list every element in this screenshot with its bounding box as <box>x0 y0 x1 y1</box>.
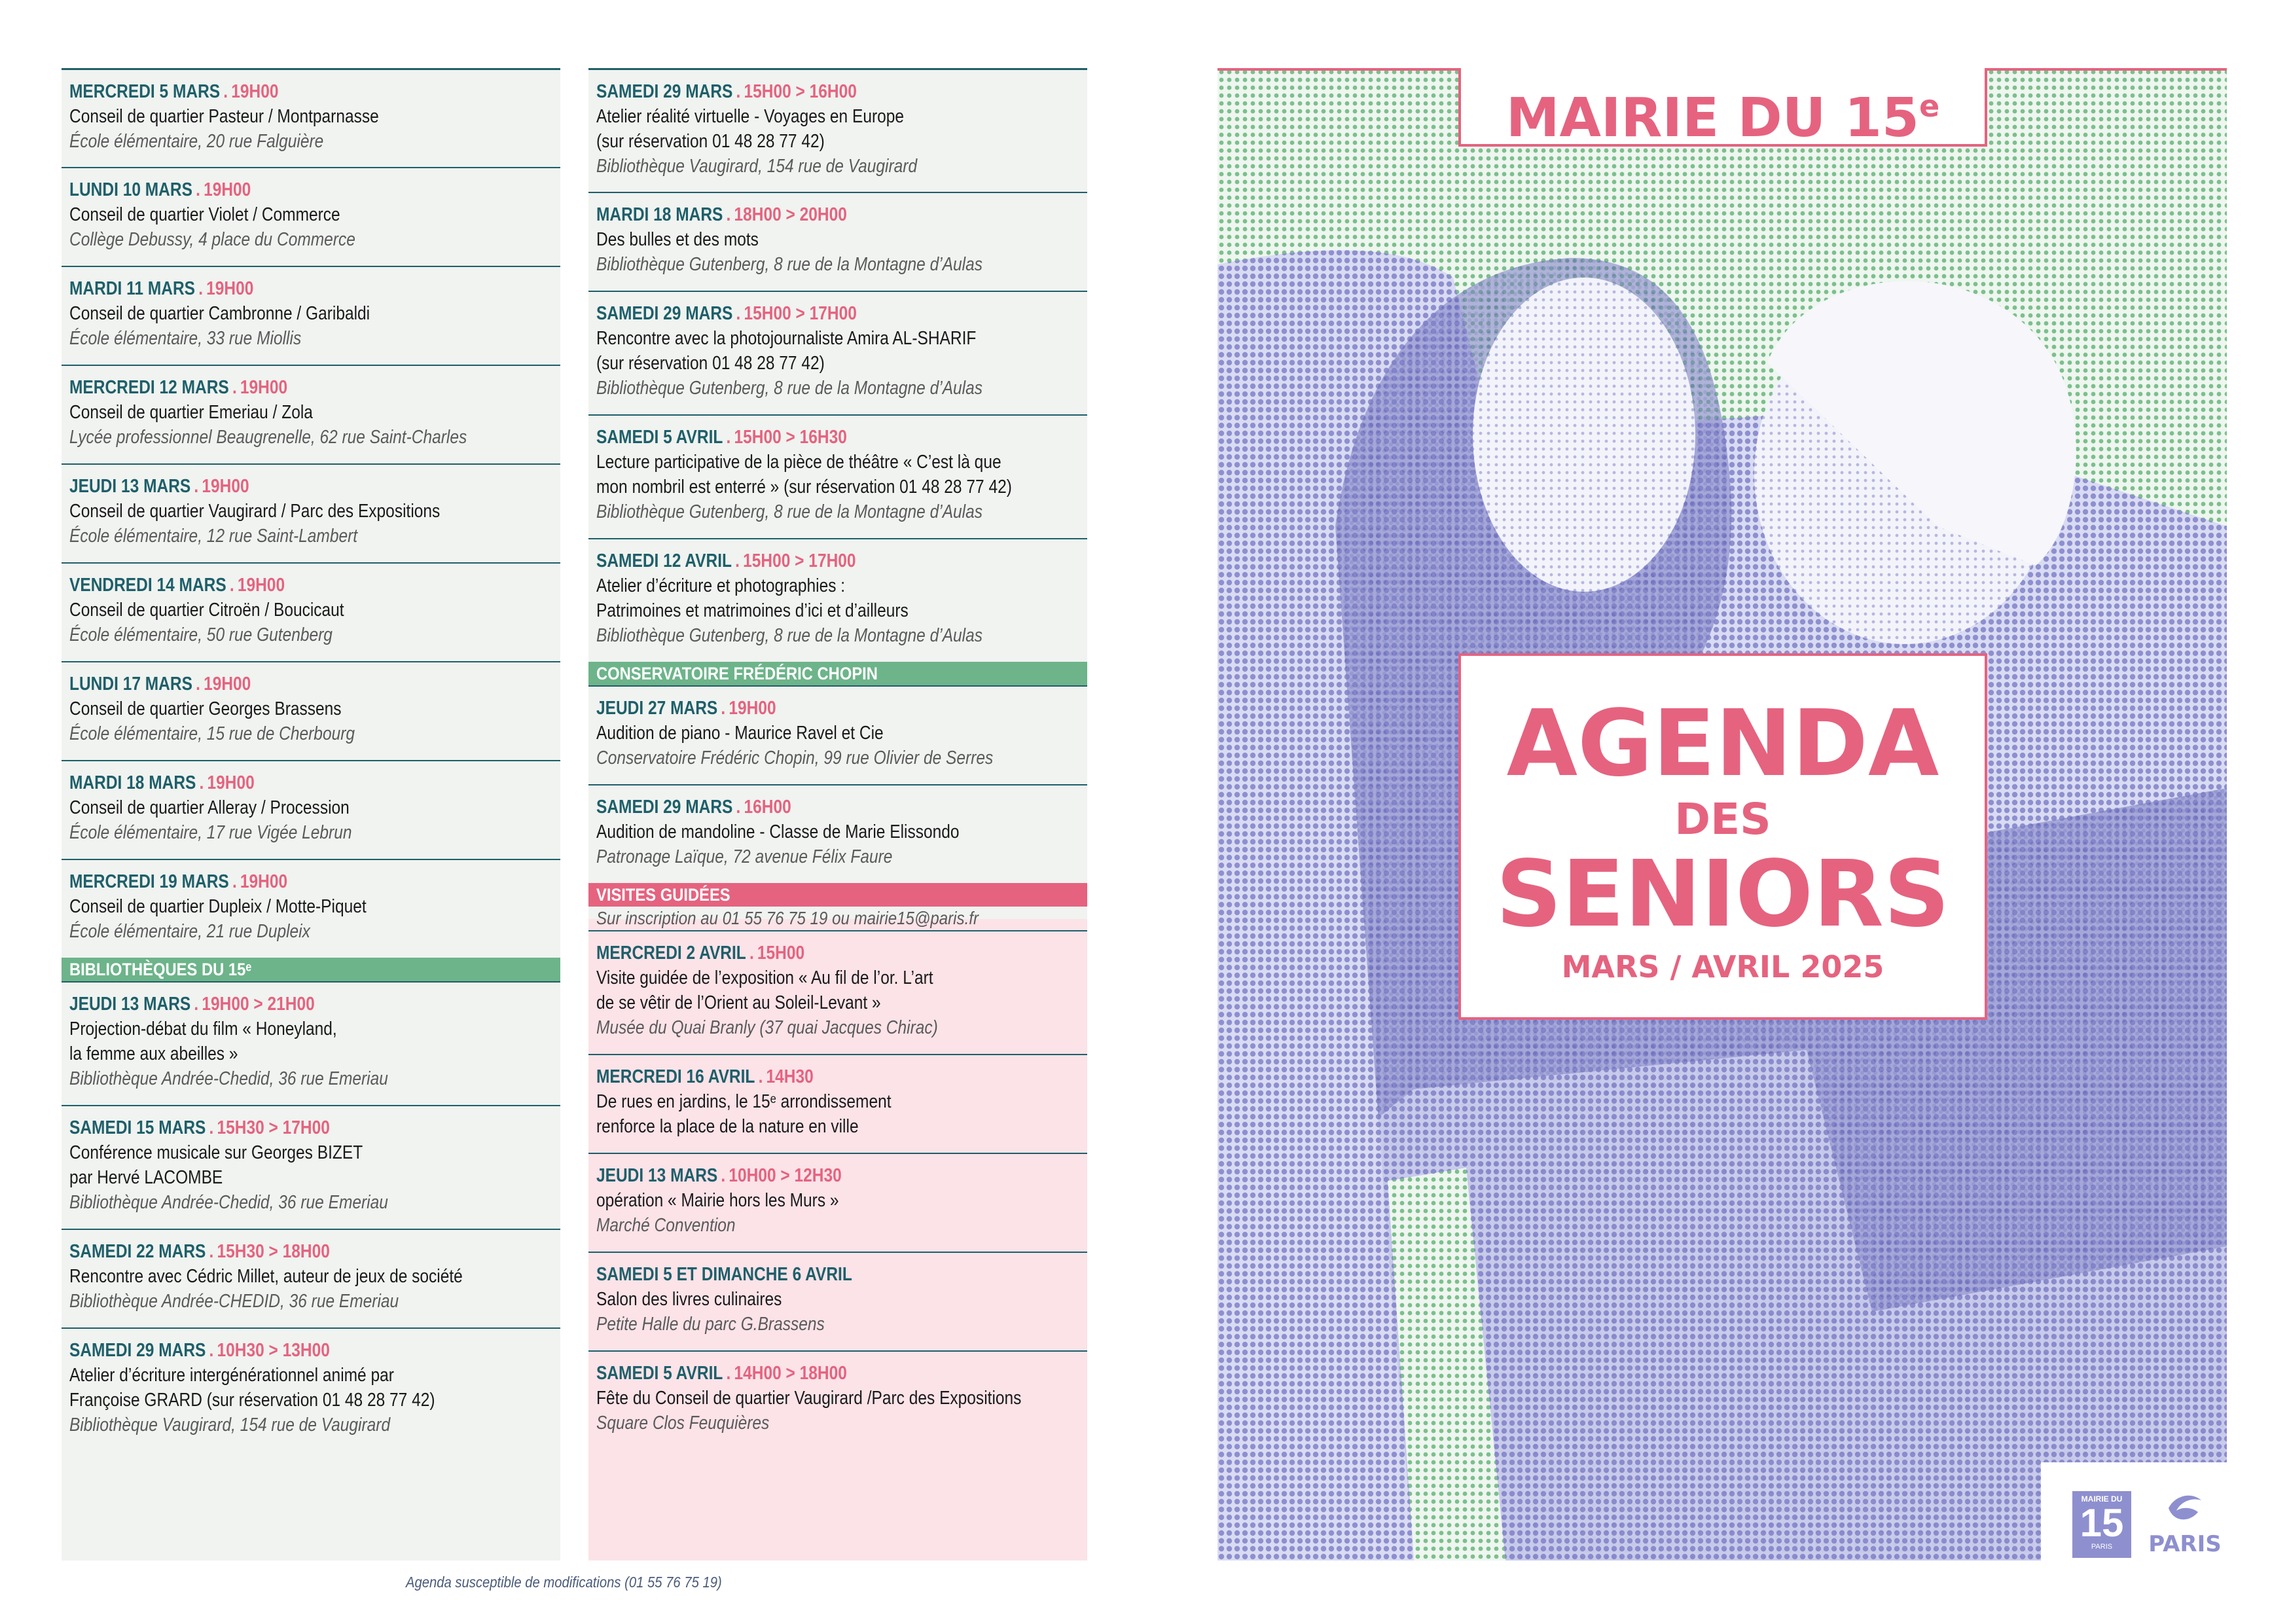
event-title: Atelier d’écriture intergénérationnel animé par <box>69 1365 394 1386</box>
event-time: 10H30 > 13H00 <box>217 1340 330 1361</box>
event-location: Patronage Laïque, 72 avenue Félix Faure <box>596 846 893 867</box>
event-location: Bibliothèque Andrée-Chedid, 36 rue Emeriau <box>69 1068 388 1089</box>
event-title: Conseil de quartier Violet / Commerce <box>69 204 340 225</box>
event-heading <box>69 869 485 894</box>
event-item <box>588 1054 1087 1153</box>
event-title: de se vêtir de l’Orient au Soleil-Levant » <box>596 992 881 1013</box>
event-separator: . <box>721 1165 726 1186</box>
event-time: 19H00 <box>204 674 251 695</box>
event-location: Bibliothèque Gutenberg, 8 rue de la Montagne d’Aulas <box>596 501 983 522</box>
event-time: 19H00 <box>240 377 288 398</box>
event-day: VENDREDI 14 MARS <box>69 575 226 596</box>
event-separator: . <box>223 81 228 102</box>
event-title: renforce la place de la nature en ville <box>596 1116 859 1137</box>
agenda-column-1 <box>62 68 560 1561</box>
event-separator: . <box>229 575 234 596</box>
event-time: 10H00 > 12H30 <box>729 1165 842 1186</box>
event-title: Rencontre avec Cédric Millet, auteur de jeux de société <box>69 1266 463 1287</box>
section-bibliotheques <box>62 958 560 981</box>
event-title: la femme aux abeilles » <box>69 1043 238 1064</box>
event-separator: . <box>721 698 726 719</box>
cover-title-box <box>1458 653 1987 1020</box>
event-item <box>62 1327 560 1451</box>
event-day: SAMEDI 29 MARS <box>596 797 733 818</box>
event-day: MARDI 11 MARS <box>69 278 196 299</box>
event-heading <box>596 1361 1012 1386</box>
cover-date: MARS / AVRIL 2025 <box>1561 949 1884 984</box>
event-location: École élémentaire, 12 rue Saint-Lambert <box>69 526 358 547</box>
event-location: Petite Halle du parc G.Brassens <box>596 1314 825 1335</box>
event-item <box>62 1105 560 1229</box>
event-day: MERCREDI 12 MARS <box>69 377 229 398</box>
event-heading <box>596 1262 1012 1287</box>
event-item <box>588 1153 1087 1252</box>
event-item <box>62 68 560 167</box>
event-location: Bibliothèque Gutenberg, 8 rue de la Montagne d’Aulas <box>596 625 983 646</box>
event-time: 19H00 <box>729 698 776 719</box>
event-location: École élémentaire, 21 rue Dupleix <box>69 921 310 942</box>
event-heading <box>69 1338 485 1363</box>
event-heading <box>596 549 1012 573</box>
title-seniors: SENIORS <box>1496 841 1950 948</box>
event-heading <box>596 941 1012 965</box>
event-title: Conseil de quartier Emeriau / Zola <box>69 402 313 423</box>
event-item <box>588 1252 1087 1350</box>
event-title: De rues en jardins, le 15ᵉ arrondissement <box>596 1091 892 1112</box>
event-day: SAMEDI 5 ET DIMANCHE 6 AVRIL <box>596 1264 852 1285</box>
event-time: 15H00 > 17H00 <box>744 303 857 324</box>
event-item <box>588 291 1087 414</box>
event-heading <box>596 425 1012 450</box>
event-location: Bibliothèque Vaugirard, 154 rue de Vaugirard <box>596 156 918 177</box>
event-location: École élémentaire, 17 rue Vigée Lebrun <box>69 822 352 843</box>
event-title: Conseil de quartier Cambronne / Garibaldi <box>69 303 370 324</box>
event-separator: . <box>194 994 199 1015</box>
event-separator: . <box>199 772 204 793</box>
event-title: (sur réservation 01 48 28 77 42) <box>596 131 825 152</box>
event-heading <box>69 375 485 400</box>
event-location: Conservatoire Frédéric Chopin, 99 rue Olivier de Serres <box>596 748 994 768</box>
visites-note <box>588 907 1087 930</box>
event-item <box>62 859 560 958</box>
event-separator: . <box>749 943 754 964</box>
event-title: Conseil de quartier Alleray / Procession <box>69 797 350 818</box>
event-day: SAMEDI 12 AVRIL <box>596 550 732 571</box>
event-separator: . <box>196 674 200 695</box>
event-day: JEUDI 13 MARS <box>596 1165 718 1186</box>
event-separator: . <box>194 476 199 497</box>
title-agenda: AGENDA <box>1506 691 1939 797</box>
event-title: Atelier d’écriture et photographies : <box>596 575 846 596</box>
event-title: Salon des livres culinaires <box>596 1289 782 1310</box>
event-time: 18H00 > 20H00 <box>734 204 847 225</box>
event-title: Des bulles et des mots <box>596 229 759 250</box>
event-title: Conseil de quartier Pasteur / Montparnasse <box>69 106 379 127</box>
event-location: Lycée professionnel Beaugrenelle, 62 rue Saint-Charles <box>69 427 467 448</box>
event-title: Conseil de quartier Dupleix / Motte-Piquet <box>69 896 367 917</box>
event-item <box>588 784 1087 883</box>
event-title: mon nombril est enterré » (sur réservation 01 48 28 77 42) <box>596 477 1012 497</box>
event-time: 15H30 > 17H00 <box>217 1117 330 1138</box>
event-heading <box>69 992 485 1017</box>
event-item <box>588 1350 1087 1449</box>
event-separator: . <box>726 204 731 225</box>
event-title: (sur réservation 01 48 28 77 42) <box>596 353 825 374</box>
event-heading <box>69 770 485 795</box>
event-day: JEUDI 13 MARS <box>69 476 191 497</box>
section-conservatoire <box>588 662 1087 685</box>
event-time: 19H00 <box>204 179 251 200</box>
event-time: 19H00 <box>207 772 255 793</box>
event-item <box>588 68 1087 192</box>
section-visites <box>588 883 1087 907</box>
section-visites-label: VISITES GUIDÉES <box>596 885 730 905</box>
paris-logo: PARIS <box>2146 1489 2224 1561</box>
event-location: Bibliothèque Vaugirard, 154 rue de Vaugirard <box>69 1415 391 1435</box>
event-location: Bibliothèque Andrée-Chedid, 36 rue Emeriau <box>69 1192 388 1213</box>
mairie-header <box>1458 68 1987 147</box>
event-day: SAMEDI 29 MARS <box>69 1340 206 1361</box>
event-time: 16H00 <box>744 797 791 818</box>
event-day: JEUDI 13 MARS <box>69 994 191 1015</box>
event-heading <box>69 573 485 598</box>
event-heading <box>69 79 485 104</box>
event-heading <box>596 1064 1012 1089</box>
event-title: par Hervé LACOMBE <box>69 1167 223 1188</box>
event-item <box>62 463 560 562</box>
event-heading <box>596 795 1012 820</box>
event-heading <box>69 474 485 499</box>
paris-boat-icon <box>2162 1489 2208 1528</box>
event-day: JEUDI 27 MARS <box>596 698 718 719</box>
title-des: DES <box>1674 794 1771 844</box>
event-day: MERCREDI 16 AVRIL <box>596 1066 755 1087</box>
event-time: 19H00 <box>231 81 279 102</box>
section-conservatoire-label: CONSERVATOIRE FRÉDÉRIC CHOPIN <box>596 664 878 683</box>
event-heading <box>596 301 1012 326</box>
event-day: MERCREDI 2 AVRIL <box>596 943 746 964</box>
event-title: Lecture participative de la pièce de théâtre « C’est là que <box>596 452 1001 473</box>
event-title: Visite guidée de l’exposition « Au fil de l’or. L’art <box>596 967 933 988</box>
event-item <box>62 167 560 266</box>
event-day: MARDI 18 MARS <box>596 204 723 225</box>
event-time: 19H00 <box>202 476 249 497</box>
event-heading <box>596 79 1012 104</box>
event-time: 19H00 <box>206 278 254 299</box>
event-day: SAMEDI 22 MARS <box>69 1241 206 1262</box>
event-time: 14H30 <box>766 1066 814 1087</box>
event-title: Rencontre avec la photojournaliste Amira AL-SHARIF <box>596 328 977 349</box>
event-title: Françoise GRARD (sur réservation 01 48 28 77 42) <box>69 1390 435 1411</box>
event-separator: . <box>209 1117 214 1138</box>
event-location: École élémentaire, 20 rue Falguière <box>69 131 324 152</box>
event-location: Square Clos Feuquières <box>596 1413 770 1434</box>
event-item <box>62 760 560 859</box>
footnote: Agenda susceptible de modifications (01 55 76 75 19) <box>406 1574 722 1591</box>
event-location: École élémentaire, 50 rue Gutenberg <box>69 624 333 645</box>
event-title: opération « Mairie hors les Murs » <box>596 1190 839 1211</box>
event-separator: . <box>735 550 740 571</box>
event-item <box>62 266 560 365</box>
event-separator: . <box>232 377 237 398</box>
event-day: SAMEDI 29 MARS <box>596 303 733 324</box>
event-time: 15H00 > 16H30 <box>734 427 847 448</box>
event-title: Conférence musicale sur Georges BIZET <box>69 1142 363 1163</box>
event-separator: . <box>726 427 731 448</box>
event-day: MERCREDI 19 MARS <box>69 871 229 892</box>
event-item <box>62 661 560 760</box>
event-heading <box>69 276 485 301</box>
event-list-2 <box>588 68 1087 1449</box>
event-day: LUNDI 10 MARS <box>69 179 192 200</box>
event-title: Audition de piano - Maurice Ravel et Cie <box>596 723 884 744</box>
event-location: École élémentaire, 33 rue Miollis <box>69 328 302 349</box>
event-day: SAMEDI 5 AVRIL <box>596 427 723 448</box>
section-bibliotheques-label: BIBLIOTHÈQUES DU 15ᵉ <box>69 960 252 979</box>
event-separator: . <box>232 871 237 892</box>
event-heading <box>69 672 485 696</box>
event-title: Atelier réalité virtuelle - Voyages en Europe <box>596 106 905 127</box>
event-time: 19H00 <box>240 871 288 892</box>
event-day: LUNDI 17 MARS <box>69 674 192 695</box>
event-heading <box>596 202 1012 227</box>
event-item <box>62 365 560 463</box>
event-title: Conseil de quartier Citroën / Boucicaut <box>69 600 344 621</box>
event-heading <box>596 1163 1012 1188</box>
event-day: SAMEDI 29 MARS <box>596 81 733 102</box>
event-heading <box>596 696 1012 721</box>
event-time: 14H00 > 18H00 <box>734 1363 847 1384</box>
event-day: SAMEDI 15 MARS <box>69 1117 206 1138</box>
event-title: Patrimoines et matrimoines d’ici et d’ailleurs <box>596 600 909 621</box>
event-title: Audition de mandoline - Classe de Marie Elissondo <box>596 821 960 842</box>
event-heading <box>69 1115 485 1140</box>
event-list <box>62 68 560 1451</box>
event-heading <box>69 1239 485 1264</box>
event-item <box>588 192 1087 291</box>
event-day: SAMEDI 5 AVRIL <box>596 1363 723 1384</box>
visites-note-text: Sur inscription au 01 55 76 75 19 ou mairie15@paris.fr <box>596 908 979 928</box>
event-separator: . <box>758 1066 763 1087</box>
event-location: Bibliothèque Gutenberg, 8 rue de la Montagne d’Aulas <box>596 254 983 275</box>
event-separator: . <box>209 1241 214 1262</box>
event-item <box>62 1229 560 1327</box>
event-item <box>62 981 560 1105</box>
event-title: Projection-débat du film « Honeyland, <box>69 1019 337 1039</box>
event-location: Marché Convention <box>596 1215 736 1236</box>
event-location: Bibliothèque Andrée-CHEDID, 36 rue Emeriau <box>69 1291 399 1312</box>
event-separator: . <box>736 303 741 324</box>
event-separator: . <box>726 1363 731 1384</box>
logos-area <box>2041 1462 2227 1561</box>
event-time: 15H00 > 16H00 <box>744 81 857 102</box>
event-item <box>62 562 560 661</box>
event-separator: . <box>736 81 741 102</box>
event-title: Conseil de quartier Georges Brassens <box>69 698 342 719</box>
event-location: Bibliothèque Gutenberg, 8 rue de la Montagne d’Aulas <box>596 378 983 399</box>
event-separator: . <box>196 179 200 200</box>
event-time: 19H00 <box>237 575 285 596</box>
event-item <box>588 414 1087 538</box>
event-title: Fête du Conseil de quartier Vaugirard /Parc des Expositions <box>596 1388 1022 1409</box>
event-location: École élémentaire, 15 rue de Cherbourg <box>69 723 355 744</box>
event-location: Musée du Quai Branly (37 quai Jacques Chirac) <box>596 1017 938 1038</box>
event-time: 19H00 > 21H00 <box>202 994 315 1015</box>
event-item <box>588 930 1087 1054</box>
event-time: 15H30 > 18H00 <box>217 1241 330 1262</box>
event-location: Collège Debussy, 4 place du Commerce <box>69 229 355 250</box>
event-separator: . <box>736 797 741 818</box>
event-heading <box>69 177 485 202</box>
event-separator: . <box>209 1340 214 1361</box>
mairie-15-logo: MAIRIE DU 15 PARIS <box>2072 1491 2131 1558</box>
event-day: MARDI 18 MARS <box>69 772 196 793</box>
event-separator: . <box>198 278 204 299</box>
event-time: 15H00 <box>757 943 805 964</box>
mairie-title: MAIRIE DU 15e <box>1505 87 1940 149</box>
event-day: MERCREDI 5 MARS <box>69 81 221 102</box>
event-title: Conseil de quartier Vaugirard / Parc des Expositions <box>69 501 441 522</box>
event-time: 15H00 > 17H00 <box>743 550 856 571</box>
event-item <box>588 685 1087 784</box>
event-item <box>588 538 1087 662</box>
